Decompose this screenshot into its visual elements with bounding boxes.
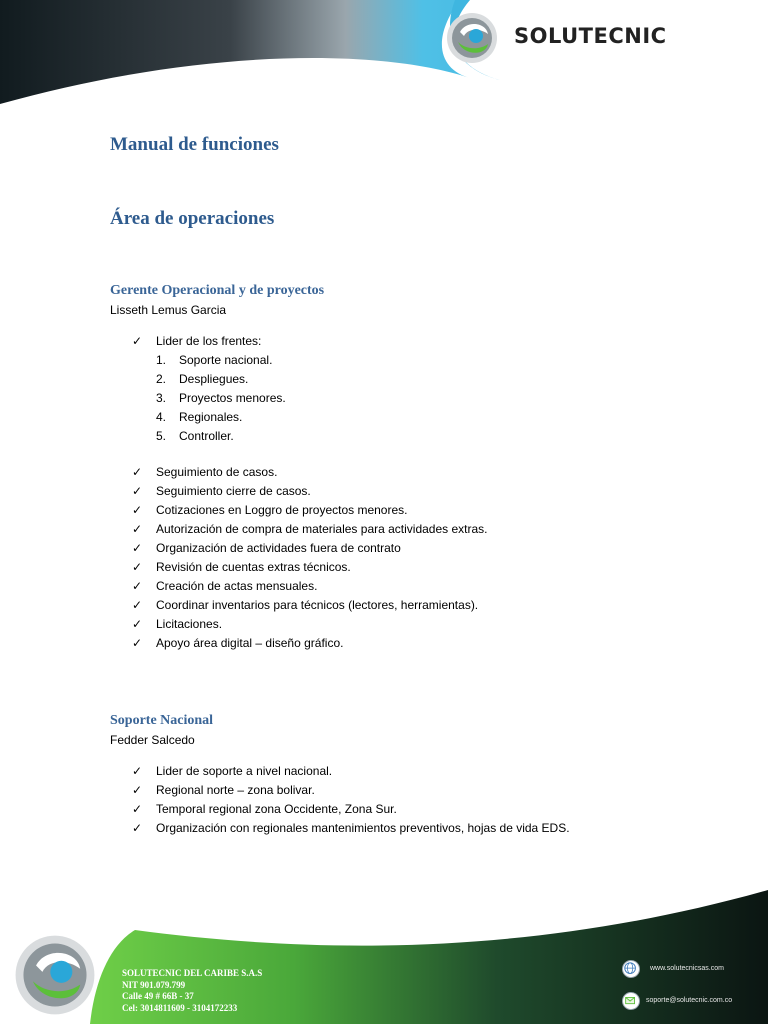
list-item: 1. Soporte nacional. (156, 353, 273, 367)
check-icon: ✓ (132, 598, 143, 612)
footer-website-link[interactable]: www.solutecnicsas.com (650, 965, 724, 972)
list-item: ✓ Seguimiento de casos. (0, 463, 768, 482)
list-item: ✓ Regional norte – zona bolivar. (0, 781, 768, 800)
footer-company: SOLUTECNIC DEL CARIBE S.A.S (122, 968, 263, 978)
check-icon: ✓ (132, 617, 143, 631)
mail-icon (622, 992, 640, 1010)
document-title: Manual de funciones (110, 134, 279, 155)
list-item: ✓ Seguimiento cierre de casos. (0, 482, 768, 501)
section-person: Lisseth Lemus Garcia (110, 303, 227, 317)
checklist (0, 762, 768, 838)
check-icon: ✓ (132, 636, 143, 650)
list-item: 4. Regionales. (156, 410, 243, 424)
check-icon: ✓ (132, 541, 143, 555)
footer-phone: Cel: 3014811609 - 3104172233 (122, 1002, 238, 1013)
brand-name: SOLUTECNIC (514, 24, 667, 48)
numbered-list (0, 351, 286, 446)
solutecnic-logo-icon (14, 934, 96, 1016)
list-item: ✓ Organización de actividades fuera de contrato (0, 539, 768, 558)
list-item: ✓ Licitaciones. (0, 615, 768, 634)
footer-nit: NIT 901.079.799 (122, 979, 186, 990)
list-item: ✓ Lider de soporte a nivel nacional. (0, 762, 768, 781)
footer-email-link[interactable]: soporte@solutecnic.com.co (646, 997, 733, 1004)
section-role-title: Soporte Nacional (110, 713, 214, 728)
list-item: ✓ Apoyo área digital – diseño gráfico. (0, 634, 768, 653)
section-role-title: Gerente Operacional y de proyectos (110, 283, 325, 298)
header-banner (0, 0, 768, 110)
checklist (0, 463, 768, 653)
check-icon: ✓ (132, 522, 143, 536)
list-item: ✓ Temporal regional zona Occidente, Zona Sur. (0, 800, 768, 819)
list-item: 5. Controller. (156, 429, 234, 443)
check-icon: ✓ (132, 334, 143, 348)
list-item: ✓ Coordinar inventarios para técnicos (lectores, herramientas). (0, 596, 768, 615)
list-item: ✓ Autorización de compra de materiales para actividades extras. (0, 520, 768, 539)
area-title: Área de operaciones (110, 208, 275, 229)
check-icon: ✓ (132, 484, 143, 498)
globe-icon (622, 960, 640, 978)
check-icon: ✓ (132, 783, 143, 797)
list-item: ✓ Organización con regionales mantenimientos preventivos, hojas de vida EDS. (0, 819, 768, 838)
check-icon: ✓ (132, 764, 143, 778)
check-icon: ✓ (132, 821, 143, 835)
check-icon: ✓ (132, 579, 143, 593)
section-person: Fedder Salcedo (110, 733, 195, 747)
list-item: ✓ Cotizaciones en Loggro de proyectos menores. (0, 501, 768, 520)
checklist (0, 332, 768, 351)
list-item: 2. Despliegues. (156, 372, 249, 386)
check-icon: ✓ (132, 503, 143, 517)
list-item: ✓ Creación de actas mensuales. (0, 577, 768, 596)
check-icon: ✓ (132, 465, 143, 479)
check-icon: ✓ (132, 802, 143, 816)
list-item: ✓ Lider de los frentes: (0, 332, 768, 351)
solutecnic-logo-icon (446, 12, 498, 64)
footer-address: Calle 49 # 66B - 37 (122, 991, 194, 1001)
list-item: ✓ Revisión de cuentas extras técnicos. (0, 558, 768, 577)
footer-company-info (122, 968, 262, 1014)
check-icon: ✓ (132, 560, 143, 574)
list-item: 3. Proyectos menores. (156, 391, 286, 405)
